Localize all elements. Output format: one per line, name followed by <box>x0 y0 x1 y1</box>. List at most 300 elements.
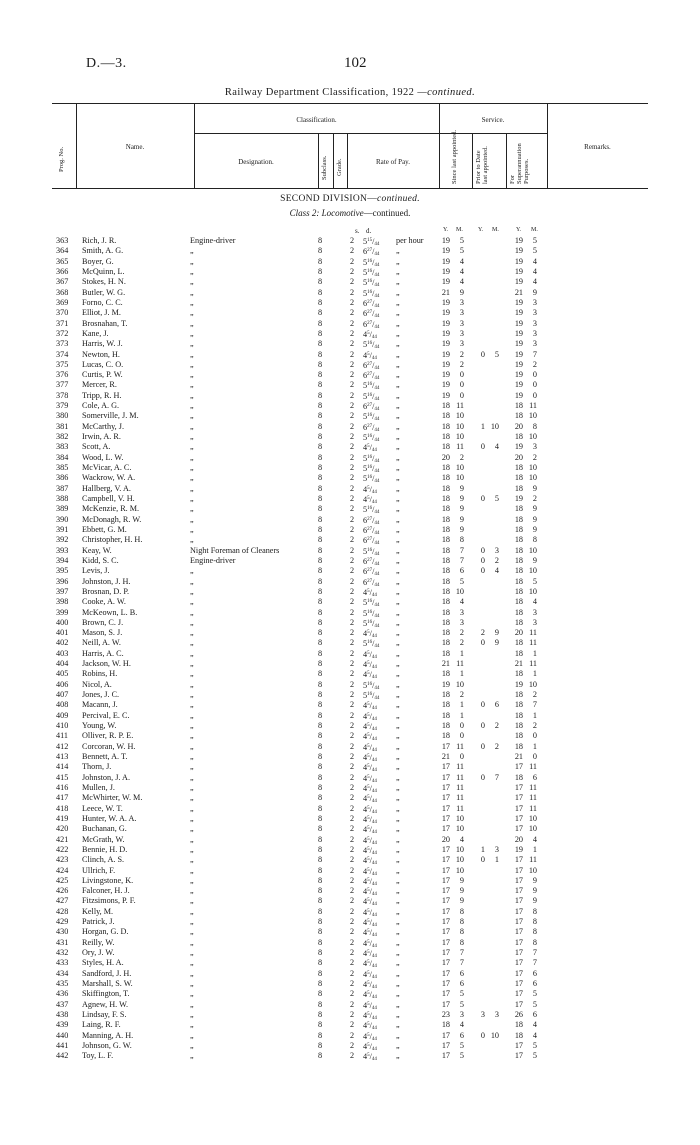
employee-name: Stokes, H. N. <box>82 277 126 287</box>
subclass: 8 <box>317 617 323 627</box>
rate-pence-numerator: 16 <box>367 619 373 625</box>
designation: „ <box>190 1051 194 1061</box>
rate-of-pay: $6^{27}/_{44}$ <box>363 515 380 526</box>
superannuation-months: 3 <box>532 318 537 328</box>
prog-no: 404 <box>56 659 69 669</box>
subclass: 8 <box>317 524 323 534</box>
since-last-years: 18 <box>441 483 450 493</box>
rate-of-pay: $4^5/_{44}$ <box>363 649 377 660</box>
rate-of-pay: $4^5/_{44}$ <box>363 329 377 340</box>
employee-name: Keay, W. <box>82 545 112 555</box>
subclass: 8 <box>317 266 323 276</box>
superannuation-years: 19 <box>514 328 523 338</box>
rate-unit: „ <box>396 504 400 514</box>
rate-pence-numerator: 27 <box>367 557 373 563</box>
grade: 2 <box>349 328 355 338</box>
rate-pence-denominator: 44 <box>374 303 380 309</box>
rate-unit: „ <box>396 524 400 534</box>
since-last-years: 17 <box>441 824 450 834</box>
superannuation-years: 17 <box>514 886 523 896</box>
subclass: 8 <box>317 411 323 421</box>
rate-unit: „ <box>396 700 400 710</box>
rate-of-pay: $6^{27}/_{44}$ <box>363 556 380 567</box>
superannuation-months: 9 <box>532 514 537 524</box>
prog-no: 397 <box>56 586 69 596</box>
since-last-years: 18 <box>441 669 450 679</box>
rate-of-pay: $5^{16}/_{44}$ <box>363 639 380 650</box>
rate-of-pay: $4^5/_{44}$ <box>363 835 377 846</box>
grade: 2 <box>349 844 355 854</box>
rate-shillings: 4 <box>363 1031 368 1041</box>
since-last-months: 6 <box>459 979 464 989</box>
grade: 2 <box>349 576 355 586</box>
rate-shillings: 5 <box>363 680 368 690</box>
employee-name: Somerville, J. M. <box>82 411 139 421</box>
prior-years: 0 <box>480 442 485 452</box>
prog-no: 428 <box>56 906 69 916</box>
grade: 2 <box>349 700 355 710</box>
subclass: 8 <box>317 731 323 741</box>
table-row <box>0 649 700 659</box>
rate-shillings: 4 <box>363 711 368 721</box>
rate-pence-denominator: 44 <box>374 283 380 289</box>
rate-unit: „ <box>396 782 400 792</box>
rate-unit: „ <box>396 586 400 596</box>
rate-of-pay: $4^5/_{44}$ <box>363 722 377 733</box>
designation: „ <box>190 287 194 297</box>
rate-of-pay: $5^{16}/_{44}$ <box>363 340 380 351</box>
since-last-months: 3 <box>459 607 464 617</box>
superannuation-months: 5 <box>532 1040 537 1050</box>
title-suffix: —continued. <box>417 87 476 98</box>
superannuation-years: 18 <box>514 638 523 648</box>
subclass: 8 <box>317 463 323 473</box>
rate-pence-denominator: 44 <box>371 985 377 991</box>
since-last-years: 18 <box>441 586 450 596</box>
since-last-months: 6 <box>459 566 464 576</box>
grade: 2 <box>349 679 355 689</box>
rate-unit: „ <box>396 638 400 648</box>
superannuation-years: 18 <box>514 524 523 534</box>
since-last-months: 3 <box>459 297 464 307</box>
table-row <box>0 1020 700 1030</box>
subclass: 8 <box>317 390 323 400</box>
rate-unit: „ <box>396 339 400 349</box>
designation: „ <box>190 896 194 906</box>
class-prefix: Class 2: <box>289 208 322 218</box>
rate-of-pay: $6^{27}/_{44}$ <box>363 536 380 547</box>
since-last-years: 18 <box>441 473 450 483</box>
employee-name: Neill, A. W. <box>82 638 121 648</box>
rate-shillings: 4 <box>363 866 368 876</box>
rate-shillings: 4 <box>363 660 368 670</box>
superannuation-years: 17 <box>514 968 523 978</box>
subclass: 8 <box>317 638 323 648</box>
superannuation-years: 19 <box>514 266 523 276</box>
superannuation-months: 4 <box>532 256 537 266</box>
rate-pence-numerator: 5 <box>367 815 370 821</box>
designation: „ <box>190 731 194 741</box>
employee-name: Butler, W. G. <box>82 287 126 297</box>
table-row <box>0 463 700 473</box>
since-last-years: 19 <box>441 246 450 256</box>
designation: „ <box>190 432 194 442</box>
table-row <box>0 969 700 979</box>
unit-since-years: Y. <box>443 227 449 233</box>
prior-years: 0 <box>480 772 485 782</box>
superannuation-months: 2 <box>532 452 537 462</box>
superannuation-months: 9 <box>532 287 537 297</box>
employee-name: Nicol, A. <box>82 679 112 689</box>
rate-pence-denominator: 44 <box>374 293 380 299</box>
prior-years: 0 <box>480 721 485 731</box>
rate-of-pay: $4^5/_{44}$ <box>363 876 377 887</box>
designation: „ <box>190 1020 194 1030</box>
since-last-months: 6 <box>459 968 464 978</box>
rate-pence-numerator: 16 <box>367 341 373 347</box>
since-last-months: 11 <box>456 401 464 411</box>
header-rule-classification <box>194 133 439 134</box>
prior-months: 10 <box>490 421 499 431</box>
employee-name: McGrath, W. <box>82 834 125 844</box>
since-last-months: 9 <box>459 504 464 514</box>
since-last-years: 18 <box>441 721 450 731</box>
superannuation-months: 1 <box>532 741 537 751</box>
rate-shillings: 4 <box>363 835 368 845</box>
since-last-months: 10 <box>455 813 464 823</box>
rate-shillings: 4 <box>363 825 368 835</box>
rate-shillings: 4 <box>363 763 368 773</box>
designation: „ <box>190 834 194 844</box>
rate-pence-numerator: 5 <box>367 496 370 501</box>
superannuation-years: 17 <box>514 958 523 968</box>
rate-unit: „ <box>396 948 400 958</box>
since-last-years: 17 <box>441 906 450 916</box>
rate-of-pay: $4^5/_{44}$ <box>363 980 377 991</box>
rate-pence-numerator: 16 <box>367 382 373 388</box>
grade: 2 <box>349 989 355 999</box>
since-last-months: 10 <box>455 411 464 421</box>
rate-shillings: 4 <box>363 443 368 453</box>
rate-shillings: 5 <box>363 412 368 422</box>
rate-pence-numerator: 5 <box>367 939 370 945</box>
designation: „ <box>190 648 194 658</box>
since-last-months: 3 <box>459 328 464 338</box>
prog-no: 402 <box>56 638 69 648</box>
superannuation-years: 20 <box>514 628 523 638</box>
prog-no: 418 <box>56 803 69 813</box>
grade: 2 <box>349 999 355 1009</box>
rate-pence-denominator: 44 <box>371 861 377 867</box>
superannuation-months: 8 <box>532 917 537 927</box>
rate-of-pay: $4^5/_{44}$ <box>363 484 377 495</box>
rate-of-pay: $6^{27}/_{44}$ <box>363 319 380 330</box>
rate-shillings: 5 <box>363 608 368 618</box>
since-last-months: 10 <box>455 679 464 689</box>
subclass: 8 <box>317 308 323 318</box>
prog-no: 429 <box>56 917 69 927</box>
grade: 2 <box>349 607 355 617</box>
rate-pence-numerator: 5 <box>367 702 370 708</box>
designation: „ <box>190 328 194 338</box>
rate-of-pay: $5^{16}/_{44}$ <box>363 618 380 629</box>
superannuation-years: 17 <box>514 896 523 906</box>
rate-of-pay: $4^5/_{44}$ <box>363 763 377 774</box>
employee-name: Sandford, J. H. <box>82 968 132 978</box>
since-last-months: 5 <box>459 1051 464 1061</box>
superannuation-months: 2 <box>532 359 537 369</box>
table-row <box>0 1041 700 1051</box>
subclass: 8 <box>317 514 323 524</box>
superannuation-years: 18 <box>514 586 523 596</box>
rate-pence-numerator: 5 <box>367 588 370 594</box>
rate-of-pay: $5^{16}/_{44}$ <box>363 278 380 289</box>
rate-pence-numerator: 5 <box>367 1022 370 1028</box>
grade: 2 <box>349 545 355 555</box>
rate-shillings: 4 <box>363 350 368 360</box>
since-last-years: 17 <box>441 896 450 906</box>
since-last-months: 3 <box>459 339 464 349</box>
rate-pence-numerator: 5 <box>367 1012 370 1017</box>
since-last-years: 19 <box>441 308 450 318</box>
designation: „ <box>190 999 194 1009</box>
rate-pence-denominator: 44 <box>371 954 377 960</box>
rate-unit: „ <box>396 308 400 318</box>
table-row <box>0 1000 700 1010</box>
subclass: 8 <box>317 1051 323 1061</box>
superannuation-months: 8 <box>532 535 537 545</box>
prog-no: 441 <box>56 1040 69 1050</box>
grade: 2 <box>349 266 355 276</box>
superannuation-years: 17 <box>514 782 523 792</box>
rate-pence-numerator: 5 <box>367 826 370 832</box>
since-last-months: 0 <box>459 752 464 761</box>
designation: „ <box>190 741 194 751</box>
unit-pence: d. <box>366 227 372 235</box>
rate-pence-numerator: 16 <box>367 475 373 481</box>
rate-of-pay: $4^5/_{44}$ <box>363 783 377 794</box>
subclass: 8 <box>317 328 323 338</box>
designation: „ <box>190 308 194 318</box>
employee-name: Boyer, G. <box>82 256 114 266</box>
superannuation-years: 18 <box>514 669 523 679</box>
rate-shillings: 5 <box>363 453 368 463</box>
employee-name: Marshall, S. W. <box>82 979 133 989</box>
rate-of-pay: $6^{27}/_{44}$ <box>363 567 380 578</box>
since-last-years: 17 <box>441 741 450 751</box>
employee-name: Lindsay, F. S. <box>82 1010 127 1019</box>
since-last-years: 18 <box>441 1020 450 1030</box>
employee-name: Robins, H. <box>82 669 118 679</box>
rate-pence-denominator: 44 <box>371 727 377 733</box>
subclass: 8 <box>317 803 323 813</box>
rate-of-pay: $5^{16}/_{44}$ <box>363 288 380 299</box>
employee-name: Clinch, A. S. <box>82 855 125 865</box>
superannuation-months: 6 <box>532 1010 537 1019</box>
rate-shillings: 6 <box>363 422 368 432</box>
since-last-months: 8 <box>459 917 464 927</box>
rate-pence-denominator: 44 <box>371 634 377 640</box>
table-row <box>0 329 700 339</box>
prog-no: 372 <box>56 328 69 338</box>
grade: 2 <box>349 380 355 390</box>
grade: 2 <box>349 586 355 596</box>
since-last-months: 9 <box>459 514 464 524</box>
rate-of-pay: $4^5/_{44}$ <box>363 711 377 722</box>
grade: 2 <box>349 917 355 927</box>
subclass: 8 <box>317 917 323 927</box>
table-row <box>0 288 700 298</box>
since-last-years: 17 <box>441 958 450 968</box>
prog-no: 376 <box>56 370 69 380</box>
rate-of-pay: $6^{27}/_{44}$ <box>363 309 380 320</box>
prior-years: 0 <box>480 855 485 865</box>
superannuation-months: 7 <box>532 349 537 359</box>
prog-no: 392 <box>56 535 69 545</box>
grade: 2 <box>349 246 355 256</box>
subclass: 8 <box>317 1020 323 1030</box>
rate-shillings: 4 <box>363 980 368 990</box>
employee-name: Johnston, J. H. <box>82 576 131 586</box>
rate-shillings: 5 <box>363 267 368 277</box>
since-last-months: 9 <box>459 896 464 906</box>
rate-pence-numerator: 16 <box>367 640 373 646</box>
grade: 2 <box>349 1010 355 1019</box>
superannuation-years: 17 <box>514 865 523 875</box>
table-row <box>0 339 700 349</box>
header-name: Name. <box>125 143 145 151</box>
rate-shillings: 6 <box>363 360 368 370</box>
prog-no: 389 <box>56 504 69 514</box>
since-last-years: 21 <box>441 287 450 297</box>
since-last-years: 17 <box>441 979 450 989</box>
designation: „ <box>190 948 194 958</box>
prior-years: 3 <box>480 1010 485 1019</box>
since-last-months: 3 <box>459 308 464 318</box>
since-last-years: 18 <box>441 607 450 617</box>
grade: 2 <box>349 886 355 896</box>
rate-shillings: 4 <box>363 1021 368 1031</box>
rate-pence-numerator: 5 <box>367 991 370 997</box>
subclass: 8 <box>317 452 323 462</box>
rate-unit: „ <box>396 535 400 545</box>
rate-pence-denominator: 44 <box>374 438 380 444</box>
since-last-months: 5 <box>459 1040 464 1050</box>
employee-name: Laing, R. F. <box>82 1020 121 1030</box>
prog-no: 398 <box>56 597 69 607</box>
prog-no: 378 <box>56 390 69 400</box>
grade: 2 <box>349 834 355 844</box>
since-last-months: 11 <box>456 762 464 772</box>
rate-unit: „ <box>396 906 400 916</box>
table-row <box>0 927 700 937</box>
since-last-months: 9 <box>459 287 464 297</box>
header-rate-of-pay: Rate of Pay. <box>376 158 410 166</box>
rate-pence-denominator: 44 <box>371 665 377 671</box>
since-last-years: 21 <box>441 752 450 761</box>
header-prog-no: Prog. No. <box>58 146 65 172</box>
rate-of-pay: $4^5/_{44}$ <box>363 928 377 939</box>
since-last-years: 18 <box>441 597 450 607</box>
superannuation-months: 10 <box>528 566 537 576</box>
rate-unit: „ <box>396 855 400 865</box>
since-last-years: 18 <box>441 442 450 452</box>
rate-of-pay: $5^{16}/_{44}$ <box>363 505 380 516</box>
table-row <box>0 845 700 855</box>
rate-of-pay: $6^{27}/_{44}$ <box>363 371 380 382</box>
class-heading <box>0 208 700 218</box>
designation: „ <box>190 607 194 617</box>
prog-no: 363 <box>56 236 69 245</box>
table-row <box>0 773 700 783</box>
designation: „ <box>190 803 194 813</box>
prog-no: 365 <box>56 256 69 266</box>
superannuation-months: 3 <box>532 328 537 338</box>
rate-shillings: 4 <box>363 856 368 866</box>
superannuation-years: 18 <box>514 432 523 442</box>
employee-name: Johnston, J. A. <box>82 772 130 782</box>
rate-pence-denominator: 44 <box>374 345 380 351</box>
grade: 2 <box>349 597 355 607</box>
grade: 2 <box>349 452 355 462</box>
since-last-months: 7 <box>459 958 464 968</box>
table-row <box>0 1010 700 1020</box>
designation: „ <box>190 762 194 772</box>
employee-name: Christopher, H. H. <box>82 535 143 545</box>
prior-months: 6 <box>494 700 499 710</box>
superannuation-years: 18 <box>514 514 523 524</box>
superannuation-years: 19 <box>514 236 523 245</box>
superannuation-months: 8 <box>532 906 537 916</box>
since-last-months: 11 <box>456 793 464 803</box>
col-rule <box>333 133 334 188</box>
designation: „ <box>190 297 194 307</box>
rate-shillings: 6 <box>363 319 368 329</box>
since-last-months: 5 <box>459 999 464 1009</box>
table-row <box>0 473 700 483</box>
prog-no: 442 <box>56 1051 69 1061</box>
rate-unit: „ <box>396 989 400 999</box>
since-last-months: 9 <box>459 483 464 493</box>
rate-pence-denominator: 44 <box>371 1057 377 1063</box>
since-last-months: 1 <box>459 669 464 679</box>
rate-of-pay: $4^5/_{44}$ <box>363 629 377 640</box>
prior-years: 0 <box>480 638 485 648</box>
designation: „ <box>190 638 194 648</box>
superannuation-months: 11 <box>529 793 537 803</box>
since-last-years: 17 <box>441 917 450 927</box>
rate-pence-numerator: 16 <box>367 258 373 264</box>
table-row <box>0 680 700 690</box>
since-last-years: 19 <box>441 390 450 400</box>
rate-unit: „ <box>396 442 400 452</box>
rate-pence-denominator: 44 <box>371 654 377 660</box>
since-last-months: 0 <box>459 380 464 390</box>
subclass: 8 <box>317 287 323 297</box>
designation: „ <box>190 411 194 421</box>
subclass: 8 <box>317 844 323 854</box>
prog-no: 431 <box>56 937 69 947</box>
designation: „ <box>190 700 194 710</box>
rate-of-pay: $4^5/_{44}$ <box>363 1021 377 1032</box>
rate-of-pay: $4^5/_{44}$ <box>363 887 377 898</box>
rate-pence-numerator: 5 <box>367 723 370 729</box>
rate-pence-numerator: 16 <box>367 268 373 274</box>
rate-unit: „ <box>396 927 400 937</box>
superannuation-years: 17 <box>514 989 523 999</box>
employee-name: Campbell, V. H. <box>82 494 135 503</box>
superannuation-years: 18 <box>514 741 523 751</box>
